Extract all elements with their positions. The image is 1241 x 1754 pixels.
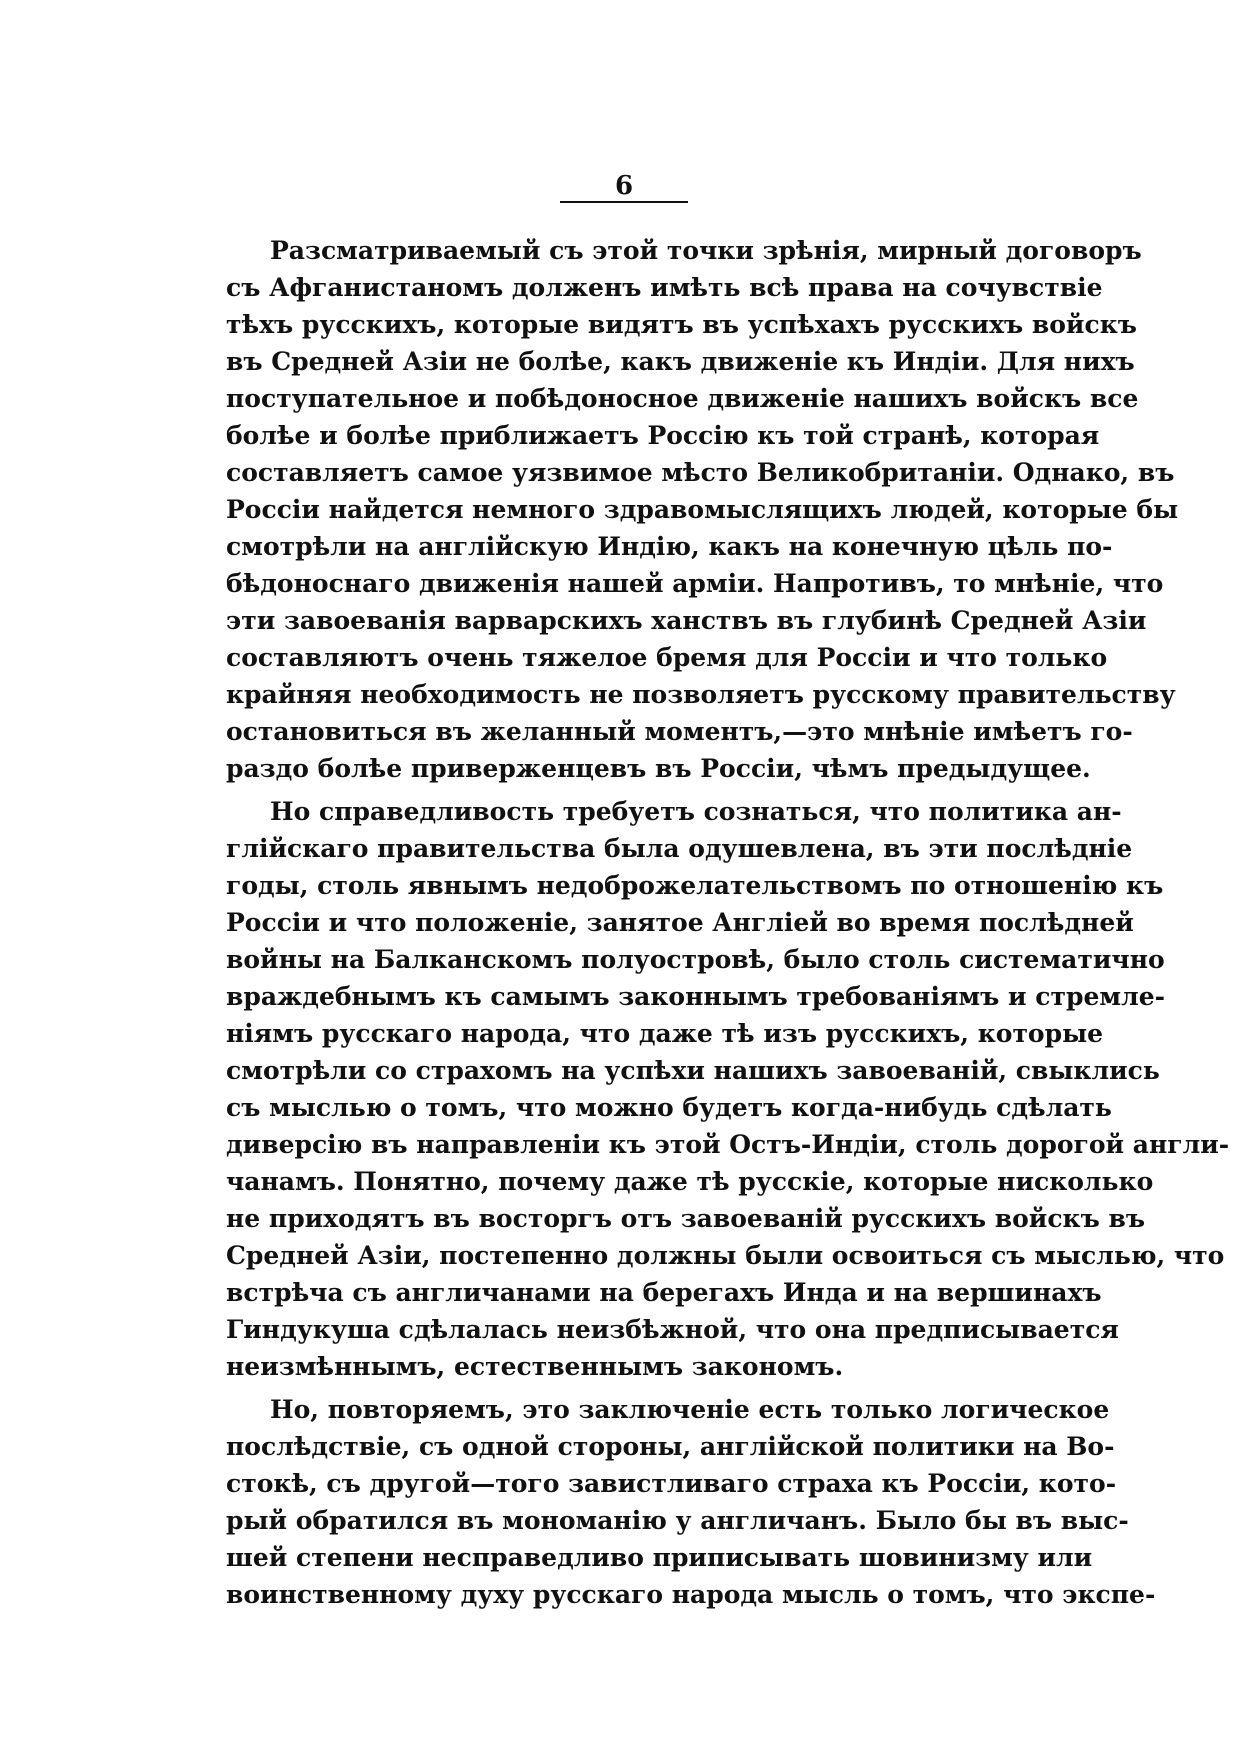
page-header <box>560 172 688 203</box>
text-line: ніямъ русскаго народа, что даже тѣ изъ русскихъ, которые <box>226 1019 1104 1048</box>
text-line: Средней Азіи, постепенно должны были освоиться съ мыслью, что <box>226 1241 1225 1270</box>
text-line: въ Средней Азіи не болѣе, какъ движеніе къ Индіи. Для нихъ <box>226 347 1135 376</box>
text-line: составляютъ очень тяжелое бремя для Россіи и что только <box>226 643 1108 672</box>
page-number: 6 <box>614 171 634 201</box>
text-line: рый обратился въ мономанію у англичанъ. Было бы въ выс- <box>226 1506 1129 1535</box>
text-line: составляетъ самое уязвимое мѣсто Великобританіи. Однако, въ <box>226 458 1175 487</box>
text-line: не приходятъ въ восторгъ отъ завоеваній русскихъ войскъ въ <box>226 1204 1146 1233</box>
paragraph-1 <box>226 232 1179 787</box>
text-line: послѣдствіе, съ одной стороны, англійской политики на Во- <box>226 1432 1115 1461</box>
text-line: шей степени несправедливо приписывать шовинизму или <box>226 1543 1093 1572</box>
text-line: остановиться въ желанный моментъ,—это мнѣніе имѣетъ го- <box>226 717 1133 746</box>
text-line: воинственному духу русскаго народа мысль о томъ, что экспе- <box>226 1580 1156 1609</box>
text-line: Разсматриваемый съ этой точки зрѣнія, мирный договоръ <box>270 236 1142 265</box>
header-rule <box>560 201 688 203</box>
text-line: Россіи и что положеніе, занятое Англіей во время послѣдней <box>226 908 1134 937</box>
body-text <box>226 232 1230 1613</box>
text-line: Но, повторяемъ, это заключеніе есть только логическое <box>270 1395 1110 1424</box>
text-line: неизмѣннымъ, естественнымъ закономъ. <box>226 1352 844 1381</box>
text-line: тѣхъ русскихъ, которые видятъ въ успѣхахъ русскихъ войскъ <box>226 310 1137 339</box>
text-line: смотрѣли на англійскую Индію, какъ на конечную цѣль по- <box>226 532 1113 561</box>
text-line: Россіи найдется немного здравомыслящихъ людей, которые бы <box>226 495 1179 524</box>
paragraph-3 <box>226 1391 1156 1613</box>
text-line: поступательное и побѣдоносное движеніе нашихъ войскъ все <box>226 384 1139 413</box>
text-line: чанамъ. Понятно, почему даже тѣ русскіе, которые нисколько <box>226 1167 1154 1196</box>
text-line: Но справедливость требуетъ сознаться, что политика ан- <box>270 797 1122 826</box>
text-line: смотрѣли со страхомъ на успѣхи нашихъ завоеваній, свыклись <box>226 1056 1160 1085</box>
text-line: глійскаго правительства была одушевлена, въ эти послѣдніе <box>226 834 1133 863</box>
text-line: враждебнымъ къ самымъ законнымъ требованіямъ и стремле- <box>226 982 1165 1011</box>
text-line: крайняя необходимость не позволяетъ русскому правительству <box>226 680 1176 709</box>
paragraph-2 <box>226 793 1230 1385</box>
text-line: войны на Балканскомъ полуостровѣ, было столь систематично <box>226 945 1165 974</box>
text-line: диверсію въ направленіи къ этой Остъ-Индіи, столь дорогой англи- <box>226 1130 1230 1159</box>
text-line: встрѣча съ англичанами на берегахъ Инда и на вершинахъ <box>226 1278 1102 1307</box>
text-line: Гиндукуша сдѣлалась неизбѣжной, что она предписывается <box>226 1315 1119 1344</box>
text-line: болѣе и болѣе приближаетъ Россію къ той странѣ, которая <box>226 421 1100 450</box>
text-line: бѣдоноснаго движенія нашей арміи. Напротивъ, то мнѣніе, что <box>226 569 1164 598</box>
text-line: съ мыслью о томъ, что можно будетъ когда-нибудь сдѣлать <box>226 1093 1112 1122</box>
text-line: съ Афганистаномъ долженъ имѣть всѣ права на сочувствіе <box>226 273 1103 302</box>
text-line: годы, столь явнымъ недоброжелательствомъ по отношенію къ <box>226 871 1164 900</box>
text-line: стокѣ, съ другой—того завистливаго страха къ Россіи, кото- <box>226 1469 1117 1498</box>
text-line: эти завоеванія варварскихъ ханствъ въ глубинѣ Средней Азіи <box>226 606 1147 635</box>
text-line: раздо болѣе приверженцевъ въ Россіи, чѣмъ предыдущее. <box>226 754 1091 783</box>
